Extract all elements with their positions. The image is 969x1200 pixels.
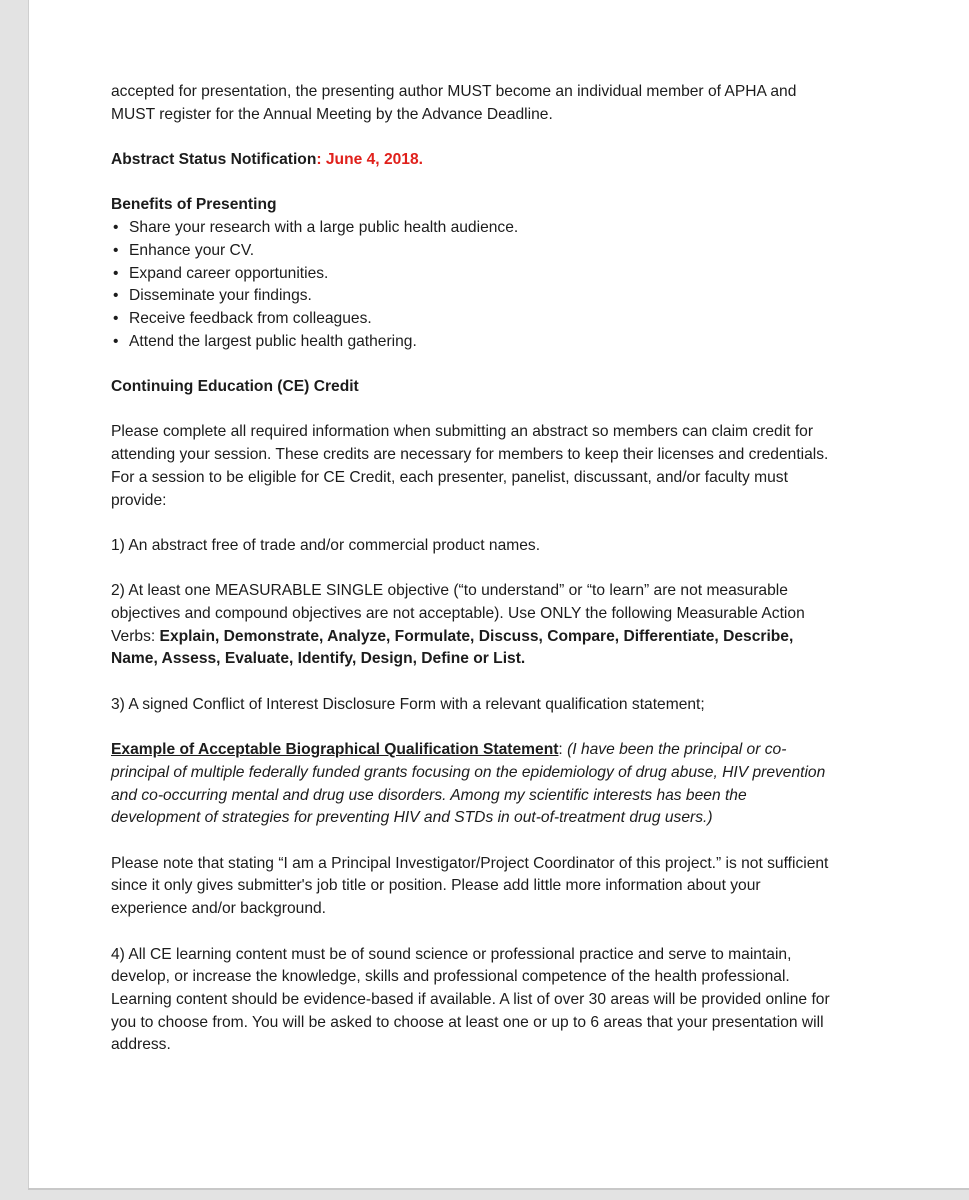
bullet-glyph: •	[113, 264, 119, 282]
requirement-4: 4) All CE learning content must be of sound science or professional practice and serve to maintain, develop, or increase the knowledge, skills and professional competence of the health professional. Learning content should be evidence-based if available. A list of over 30 areas will be provided online for you to choose from. You will be asked to choose at least one or up to 6 areas that your presentation will address.	[111, 945, 830, 1054]
list-item-text: Attend the largest public health gathering.	[129, 332, 417, 350]
requirement-2-text: 2) At least one MEASURABLE SINGLE objective (“to understand” or “to learn” are not measurable objectives and compound objectives are not acceptable). Use ONLY the following Measurable Action Verbs:	[111, 582, 805, 645]
note-paragraph: Please note that stating “I am a Principal Investigator/Project Coordinator of this project.” is not sufficient since it only gives submitter's job title or position. Please add little more information about your experience and/or background.	[111, 854, 829, 918]
list-item	[111, 263, 837, 286]
example-text: (I have been the principal or co-principal of multiple federally funded grants focusing on the epidemiology of drug abuse, HIV prevention and co-occurring mental and drug use disorders. Among my scientific interests has been the development of strategies for preventing HIV and STDs in out-of-treatment drug users.)	[111, 741, 826, 827]
ce-heading: Continuing Education (CE) Credit	[111, 378, 359, 396]
page-edge-divider	[28, 1188, 969, 1190]
list-item-text: Enhance your CV.	[129, 241, 255, 259]
benefits-heading: Benefits of Presenting	[111, 196, 277, 214]
bullet-glyph: •	[113, 287, 119, 305]
list-item	[111, 308, 837, 331]
list-item	[111, 240, 837, 263]
list-item	[111, 285, 837, 308]
status-notification	[111, 149, 837, 172]
page-content	[111, 81, 837, 1057]
list-item	[111, 331, 837, 354]
list-item-text: Share your research with a large public health audience.	[129, 219, 519, 237]
list-item	[111, 217, 837, 240]
status-colon: :	[316, 151, 326, 169]
list-item-text: Receive feedback from colleagues.	[129, 310, 372, 327]
example-label: Example of Acceptable Biographical Qualification Statement	[111, 741, 559, 759]
requirement-2	[111, 580, 837, 671]
bullet-glyph: •	[113, 219, 119, 237]
bullet-glyph: •	[113, 310, 119, 327]
example-statement	[111, 739, 837, 830]
intro-paragraph: accepted for presentation, the presenting author MUST become an individual member of APHA and MUST register for the Annual Meeting by the Advance Deadline.	[111, 83, 797, 123]
status-label: Abstract Status Notification	[111, 151, 317, 169]
requirement-1: 1) An abstract free of trade and/or commercial product names.	[111, 536, 541, 554]
example-colon: :	[558, 741, 568, 759]
requirement-3: 3) A signed Conflict of Interest Disclosure Form with a relevant qualification statement;	[111, 695, 705, 713]
list-item-text: Expand career opportunities.	[129, 264, 329, 282]
benefits-list	[111, 217, 837, 353]
list-item-text: Disseminate your findings.	[129, 287, 312, 305]
status-date: June 4, 2018.	[325, 151, 423, 169]
bullet-glyph: •	[113, 241, 119, 259]
ce-intro-paragraph: Please complete all required information when submitting an abstract so members can claim credit for attending your session. These credits are necessary for members to keep their licenses and credentials. For a session to be eligible for CE Credit, each presenter, panelist, discussant, and/or faculty must provide:	[111, 423, 829, 509]
action-verbs-list: Explain, Demonstrate, Analyze, Formulate, Discuss, Compare, Differentiate, Describe, Name, Assess, Evaluate, Identify, Design, Define or List.	[111, 627, 794, 668]
bullet-glyph: •	[113, 332, 119, 350]
